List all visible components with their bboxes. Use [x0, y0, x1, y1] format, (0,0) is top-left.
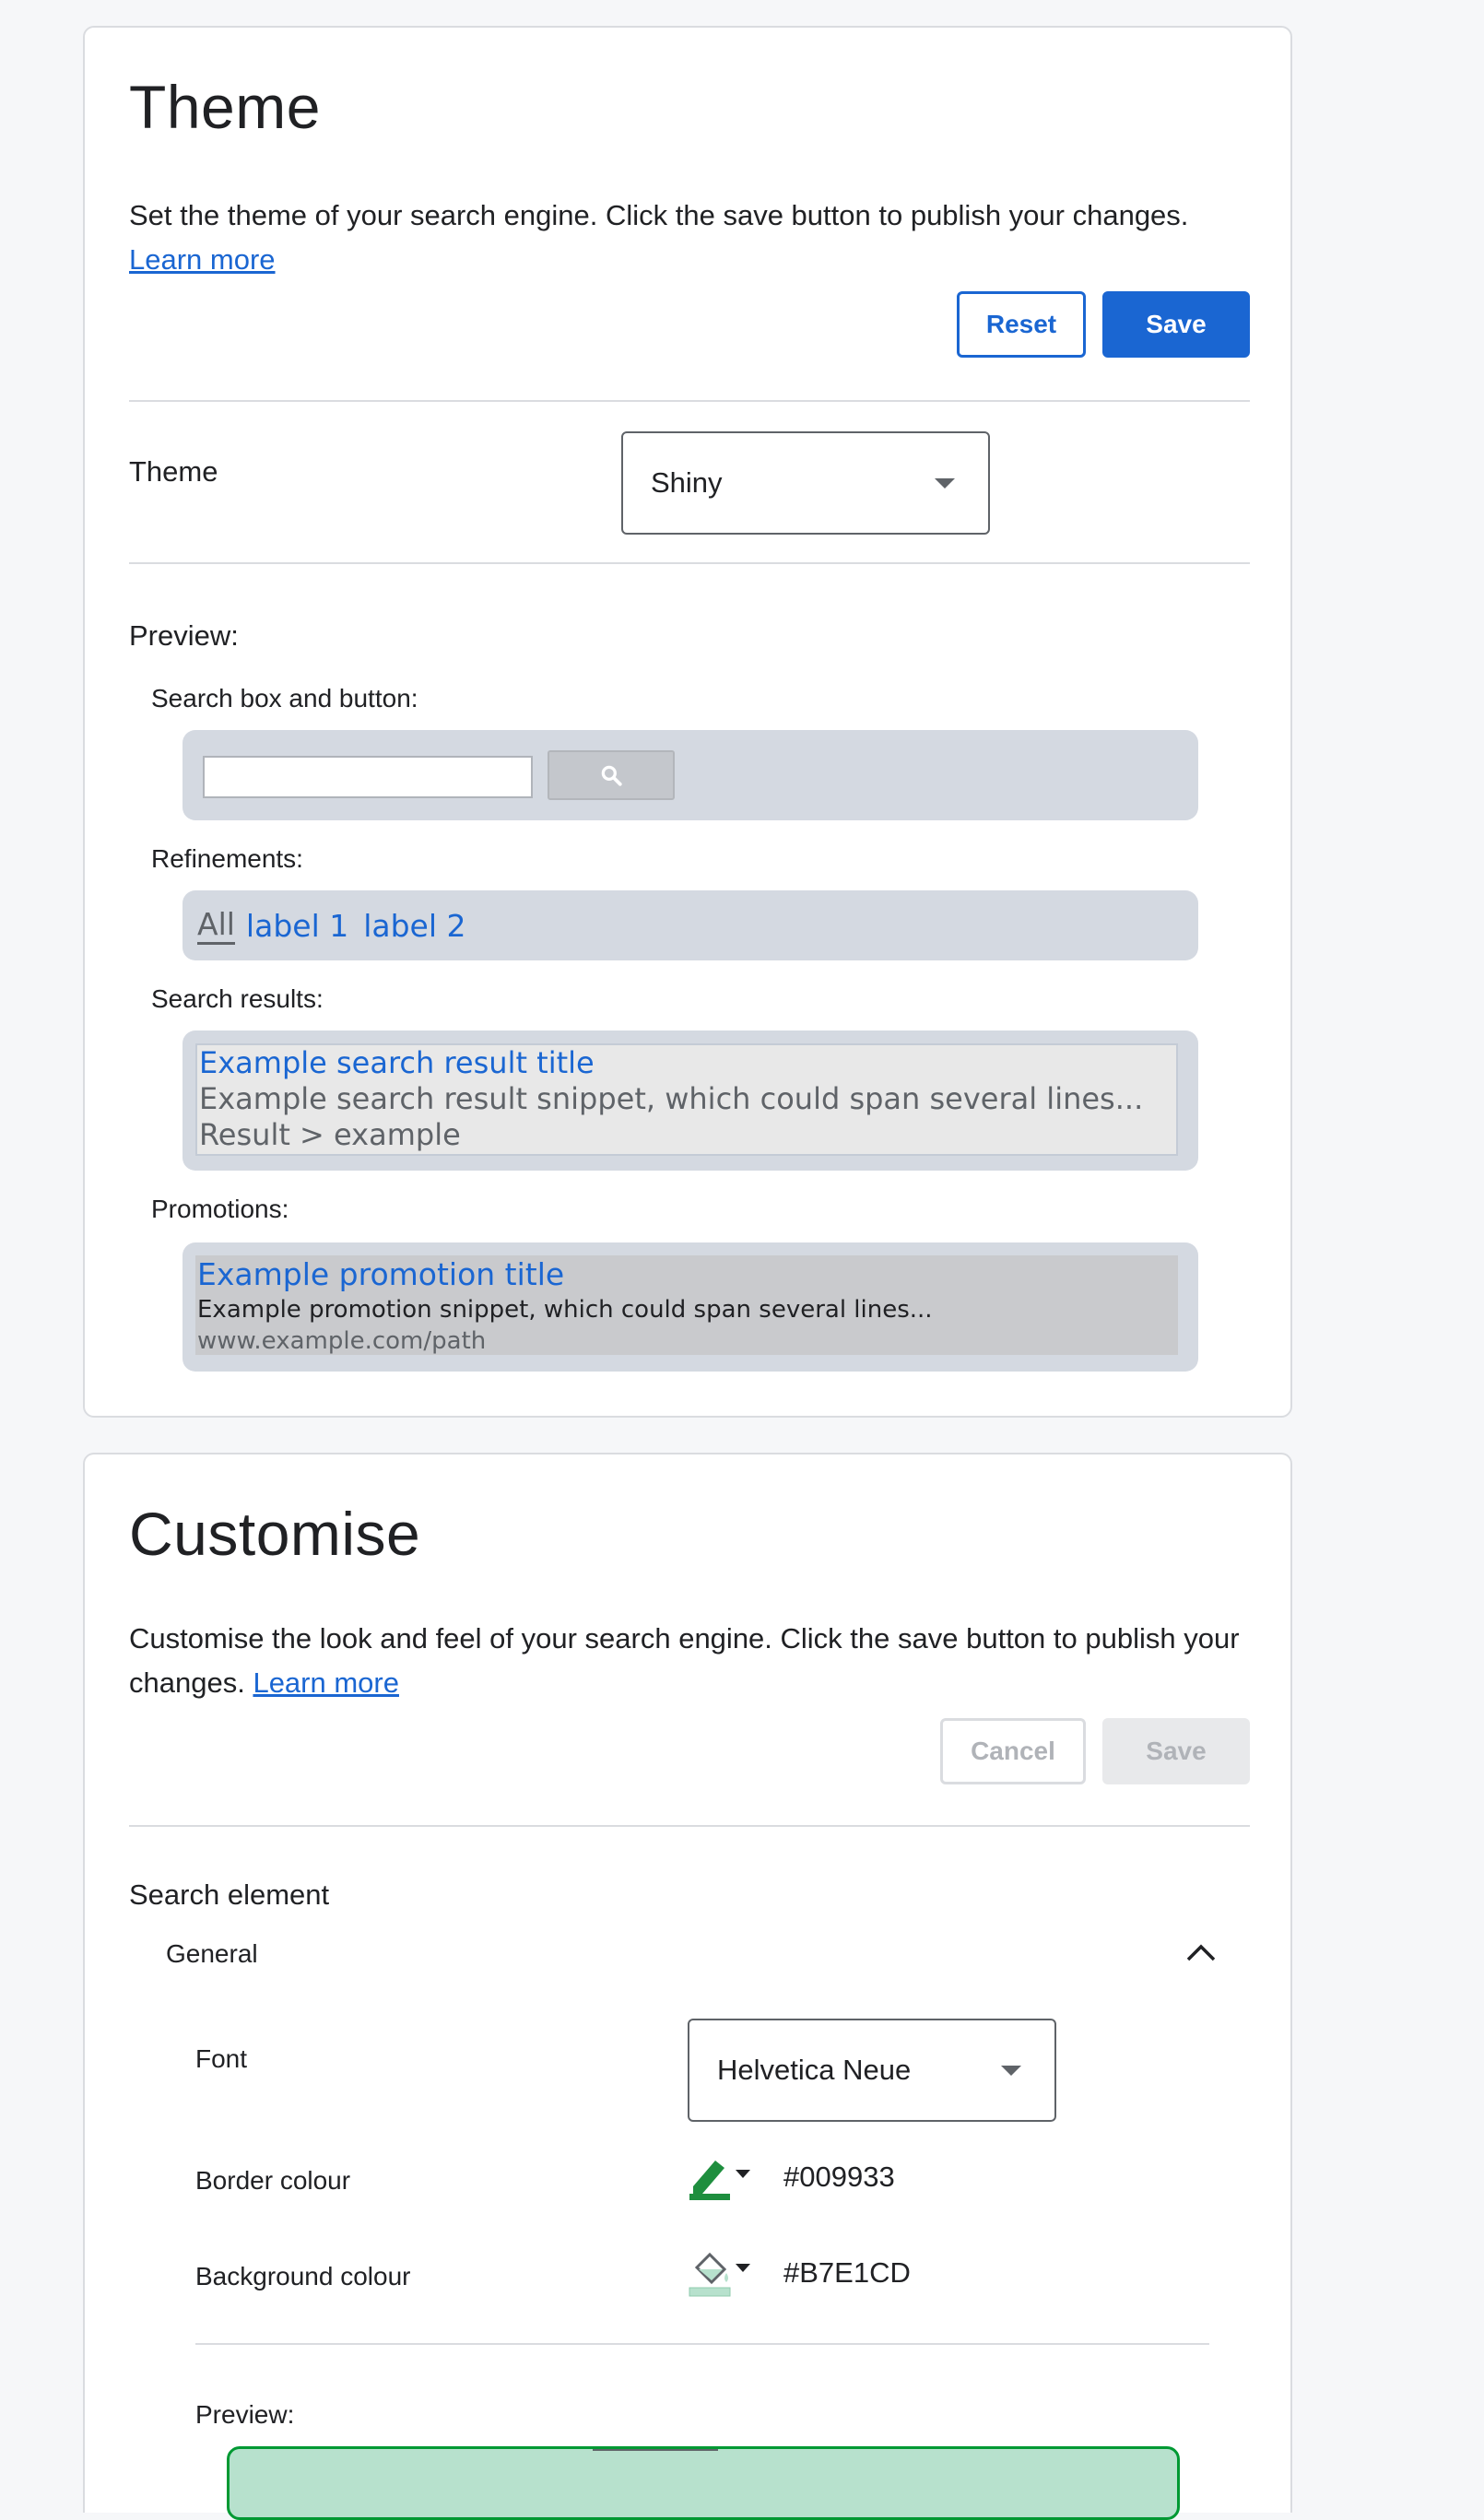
preview-search-input[interactable] [203, 756, 533, 798]
refinements-preview [183, 890, 1198, 960]
customise-preview-label: Preview: [195, 2400, 295, 2429]
search-result-url: Result > example [199, 1117, 461, 1152]
search-box-label: Search box and button: [151, 684, 418, 712]
theme-card-title: Theme [129, 73, 321, 141]
border-colour-value: #009933 [783, 2161, 895, 2193]
divider [129, 400, 1250, 402]
divider [129, 562, 1250, 564]
promotions-label: Promotions: [151, 1195, 289, 1223]
search-results-preview [183, 1030, 1198, 1171]
chevron-down-icon [1001, 2066, 1021, 2076]
reset-button[interactable]: Reset [957, 291, 1086, 358]
promotion-snippet: Example promotion snippet, which could span several lines... [197, 1296, 933, 1324]
theme-card [83, 26, 1292, 1418]
theme-description [129, 194, 1272, 282]
refinement-label-1[interactable]: label 1 [245, 907, 349, 944]
refinements-label: Refinements: [151, 844, 303, 873]
font-select[interactable] [688, 2019, 1056, 2122]
save-button[interactable]: Save [1102, 291, 1250, 358]
theme-field-label: Theme [129, 455, 218, 488]
customise-learn-more-link[interactable]: Learn more [253, 1666, 399, 1699]
preview-search-button[interactable] [548, 750, 675, 800]
theme-select[interactable] [621, 431, 990, 535]
search-element-heading: Search element [129, 1878, 330, 1911]
font-select-value: Helvetica Neue [717, 2054, 912, 2086]
border-colour-pen-icon[interactable] [688, 2153, 758, 2201]
divider [195, 2343, 1209, 2345]
refinement-all[interactable]: All [197, 907, 235, 945]
general-section-label: General [166, 1939, 258, 1968]
background-colour-value: #B7E1CD [783, 2256, 911, 2289]
customise-preview-box [227, 2446, 1180, 2520]
customise-card [83, 1453, 1292, 2513]
promotion-title[interactable]: Example promotion title [197, 1256, 565, 1292]
theme-select-value: Shiny [651, 466, 723, 499]
theme-learn-more-link[interactable]: Learn more [129, 243, 276, 276]
search-results-label: Search results: [151, 984, 324, 1013]
border-colour-label: Border colour [195, 2166, 351, 2195]
background-colour-picker[interactable] [688, 2247, 911, 2299]
divider [129, 1825, 1250, 1827]
customise-description [129, 1617, 1272, 1705]
general-section-toggle[interactable] [166, 1926, 1217, 1982]
theme-description-text: Set the theme of your search engine. Click the save button to publish your changes. [129, 199, 1189, 231]
background-colour-fill-icon[interactable] [688, 2247, 758, 2299]
customise-card-title: Customise [129, 1500, 421, 1568]
search-result-snippet: Example search result snippet, which could span several lines... [199, 1081, 1144, 1116]
cancel-button[interactable]: Cancel [940, 1718, 1086, 1784]
refinement-label-2[interactable]: label 2 [363, 907, 466, 944]
search-result-item [195, 1043, 1178, 1156]
preview-search-button-edge [593, 2449, 718, 2451]
font-label: Font [195, 2044, 248, 2073]
customise-description-text: Customise the look and feel of your search engine. Click the save button to publish your changes. [129, 1622, 1240, 1699]
save-button[interactable]: Save [1102, 1718, 1250, 1784]
promotion-url: www.example.com/path [197, 1327, 487, 1355]
chevron-down-icon [935, 478, 955, 489]
chevron-up-icon[interactable] [1185, 1941, 1217, 1963]
search-result-title[interactable]: Example search result title [199, 1045, 595, 1080]
search-icon [599, 763, 623, 787]
preview-label: Preview: [129, 619, 239, 652]
search-box-preview [183, 730, 1198, 820]
border-colour-picker[interactable] [688, 2153, 895, 2201]
promotions-preview [183, 1242, 1198, 1372]
background-colour-label: Background colour [195, 2262, 411, 2290]
promotion-item [195, 1255, 1178, 1355]
